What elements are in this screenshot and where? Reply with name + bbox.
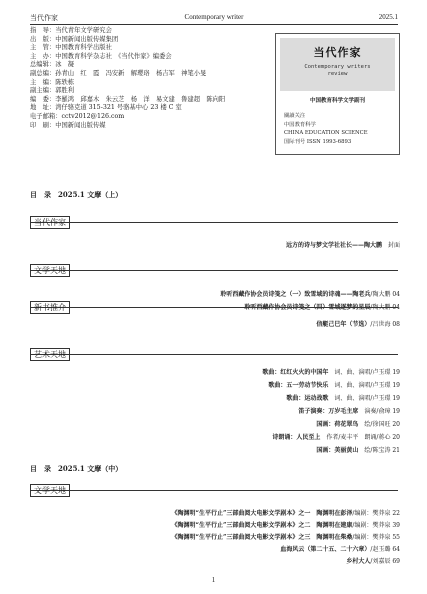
- section-rule: [30, 307, 398, 308]
- toc-entry[interactable]: [316, 445, 400, 454]
- toc-entry-page: /编剧：樊莽泉 39: [352, 522, 400, 529]
- toc-entry[interactable]: [280, 544, 400, 553]
- toc-entry-page: 绘/陈宝涛 21: [364, 447, 400, 454]
- masthead-line: 电子邮箱：cctv2012@126.com: [30, 112, 125, 120]
- toc-entry-title: 信艇己巳年（节选）: [316, 321, 371, 328]
- journal-tagline: 中国教育科学文学副刊: [309, 98, 365, 104]
- toc-entry[interactable]: [172, 508, 400, 517]
- toc-entry-title: 笛子演奏：万岁毛主席: [298, 408, 359, 415]
- section-rule: [30, 354, 398, 355]
- section-label-contemporary-writer: 当代作家: [30, 216, 70, 229]
- toc-entry-title: 国画：荷花翠鸟: [316, 421, 359, 428]
- journal-logo-panel: [280, 38, 395, 91]
- toc-entry[interactable]: [172, 520, 400, 529]
- journal-info-line: 關讀关注: [284, 113, 306, 119]
- toc-entry-title: 远方的诗与梦文学社社长——陶大鹏: [285, 242, 382, 249]
- toc-entry[interactable]: [286, 393, 400, 402]
- section-label-arts: 艺术天地: [30, 348, 70, 361]
- section-rule: [30, 490, 398, 491]
- toc-entry-title: 聆听西藏作协会员诗笺之（一）致雪域的诗魂——陶老兵: [220, 291, 371, 298]
- toc-entry[interactable]: [286, 240, 400, 249]
- toc-entry[interactable]: [298, 406, 400, 415]
- toc-entry-page: /编剧：樊莽泉 55: [352, 534, 400, 541]
- journal-logo-english-line2: review: [327, 71, 348, 77]
- toc-entry[interactable]: [346, 556, 400, 565]
- masthead-line: 总编辑：冰 凝: [30, 61, 75, 69]
- header-issue: 2025.1: [378, 13, 398, 21]
- toc-entry-title: 《陶渊明“生平行止”三部曲阅大电影文学剧本》之一 陶渊明在彭泽: [171, 510, 353, 517]
- running-header: [30, 11, 398, 25]
- page-number: 1: [211, 576, 216, 584]
- masthead-line: 地 址：湾仔骆克道 315-321 号骆基中心 23 楼 C 室: [30, 104, 182, 112]
- toc-entry[interactable]: [220, 289, 400, 298]
- toc-entry-page: /陶大鹏 04: [370, 291, 400, 298]
- masthead: [30, 27, 255, 130]
- masthead-line: 指 导：当代青年文学研究会: [30, 27, 112, 34]
- masthead-line: 出 版：中国新闻出版传媒集团: [30, 35, 119, 43]
- header-english-title: Contemporary writer: [184, 13, 244, 21]
- toc-entry-page: /陶大鹏 04: [370, 304, 400, 311]
- journal-info-line: 中国教育科学: [284, 121, 316, 128]
- toc-entry-page: 演奏/俞璋 19: [364, 408, 400, 415]
- toc-entry-page: /编剧：樊莽泉 22: [352, 510, 400, 517]
- journal-info: [284, 112, 368, 146]
- masthead-line: 主 办：中国教育科学杂志社 《当代作家》编委会: [30, 52, 172, 60]
- section-label-literature: 文学天地: [30, 264, 70, 277]
- journal-info-line: CHINA EDUCATION SCIENCE: [284, 130, 368, 137]
- masthead-line: 编 委：李羅鸿 邱嘉木 朱云芝 杨 洋 易文建 鲁建超 陈向阳: [30, 95, 226, 103]
- toc-entry-page: /吕世海 08: [370, 321, 400, 328]
- toc-heading-upper: 目 录 2025.1 文摩（上）: [30, 190, 123, 199]
- toc-entry[interactable]: [262, 367, 400, 376]
- toc-entry-title: 歌曲：红红火火的中国年: [262, 369, 329, 376]
- section-rule: [30, 270, 398, 271]
- toc-heading-middle: 目 录 2025.1 文摩（中）: [30, 464, 123, 473]
- toc-entry-page: 作者/麦丰平 朗诵/蒋心 20: [326, 434, 400, 441]
- header-journal-name: 当代作家: [30, 14, 58, 22]
- section-label-literature-2: 文学天地: [30, 484, 70, 497]
- toc-entry[interactable]: [172, 532, 400, 541]
- journal-info-box: [275, 33, 400, 155]
- toc-entry[interactable]: [268, 380, 400, 389]
- journal-logo-english: [280, 64, 395, 78]
- journal-info-line: 国际刊号 ISSN 1993-6893: [284, 138, 352, 145]
- journal-logo-title: 当代作家: [313, 46, 362, 59]
- masthead-line: 印 刷：中国新闻出版传媒: [30, 121, 106, 129]
- toc-entry-page: /刘嘉辰 69: [370, 558, 400, 565]
- masthead-line: 副主编：郭胜利: [30, 87, 75, 95]
- masthead-line: 主 编：陈轶栋: [30, 78, 75, 86]
- journal-logo-english-line1: Contemporary writers: [304, 64, 371, 70]
- toc-entry-title: 国画：美丽黄山: [316, 447, 359, 454]
- toc-entry-title: 诗朗诵：人民至上: [272, 434, 321, 441]
- toc-entry-page: 词、曲、演唱/卢玉璟 19: [334, 369, 400, 376]
- toc-entry-page: /赵玉璐 64: [370, 546, 400, 553]
- toc-entry-page: 词、曲、演唱/卢玉璟 19: [334, 382, 400, 389]
- toc-entry[interactable]: [316, 419, 400, 428]
- section-rule: [30, 222, 398, 223]
- toc-entry[interactable]: [272, 432, 400, 441]
- toc-entry-title: 聆听西藏作协会员诗笺之（四）雪域逐梦的星辰: [244, 304, 371, 311]
- masthead-line: 副总编：孙青山 红 霞 冯安新 解璎珞 杨吉军 神笔小旻: [30, 69, 207, 77]
- toc-entry-page: 封面: [387, 242, 400, 249]
- toc-entry-title: 歌曲：五一劳动节快乐: [268, 382, 329, 389]
- masthead-line: 主 管：中国教育科学出版社: [30, 44, 112, 52]
- toc-entry-title: 乡村大人: [346, 558, 371, 565]
- section-label-new-books: 新书推介: [30, 301, 70, 314]
- toc-entry[interactable]: [316, 319, 400, 328]
- toc-entry-title: 《陶渊明“生平行止”三部曲阅大电影文学剧本》之二 陶渊明在建康: [171, 522, 353, 529]
- toc-entry-title: 歌曲：运动战歌: [286, 395, 329, 402]
- toc-entry-page: 绘/徐国旺 20: [364, 421, 400, 428]
- toc-entry-title: 血海风云（第二十五、二十六章）: [280, 546, 371, 553]
- toc-entry-page: 词、曲、演唱/卢玉璟 19: [334, 395, 400, 402]
- toc-entry-title: 《陶渊明“生平行止”三部曲阅大电影文学剧本》之三 陶渊明在柴桑: [171, 534, 353, 541]
